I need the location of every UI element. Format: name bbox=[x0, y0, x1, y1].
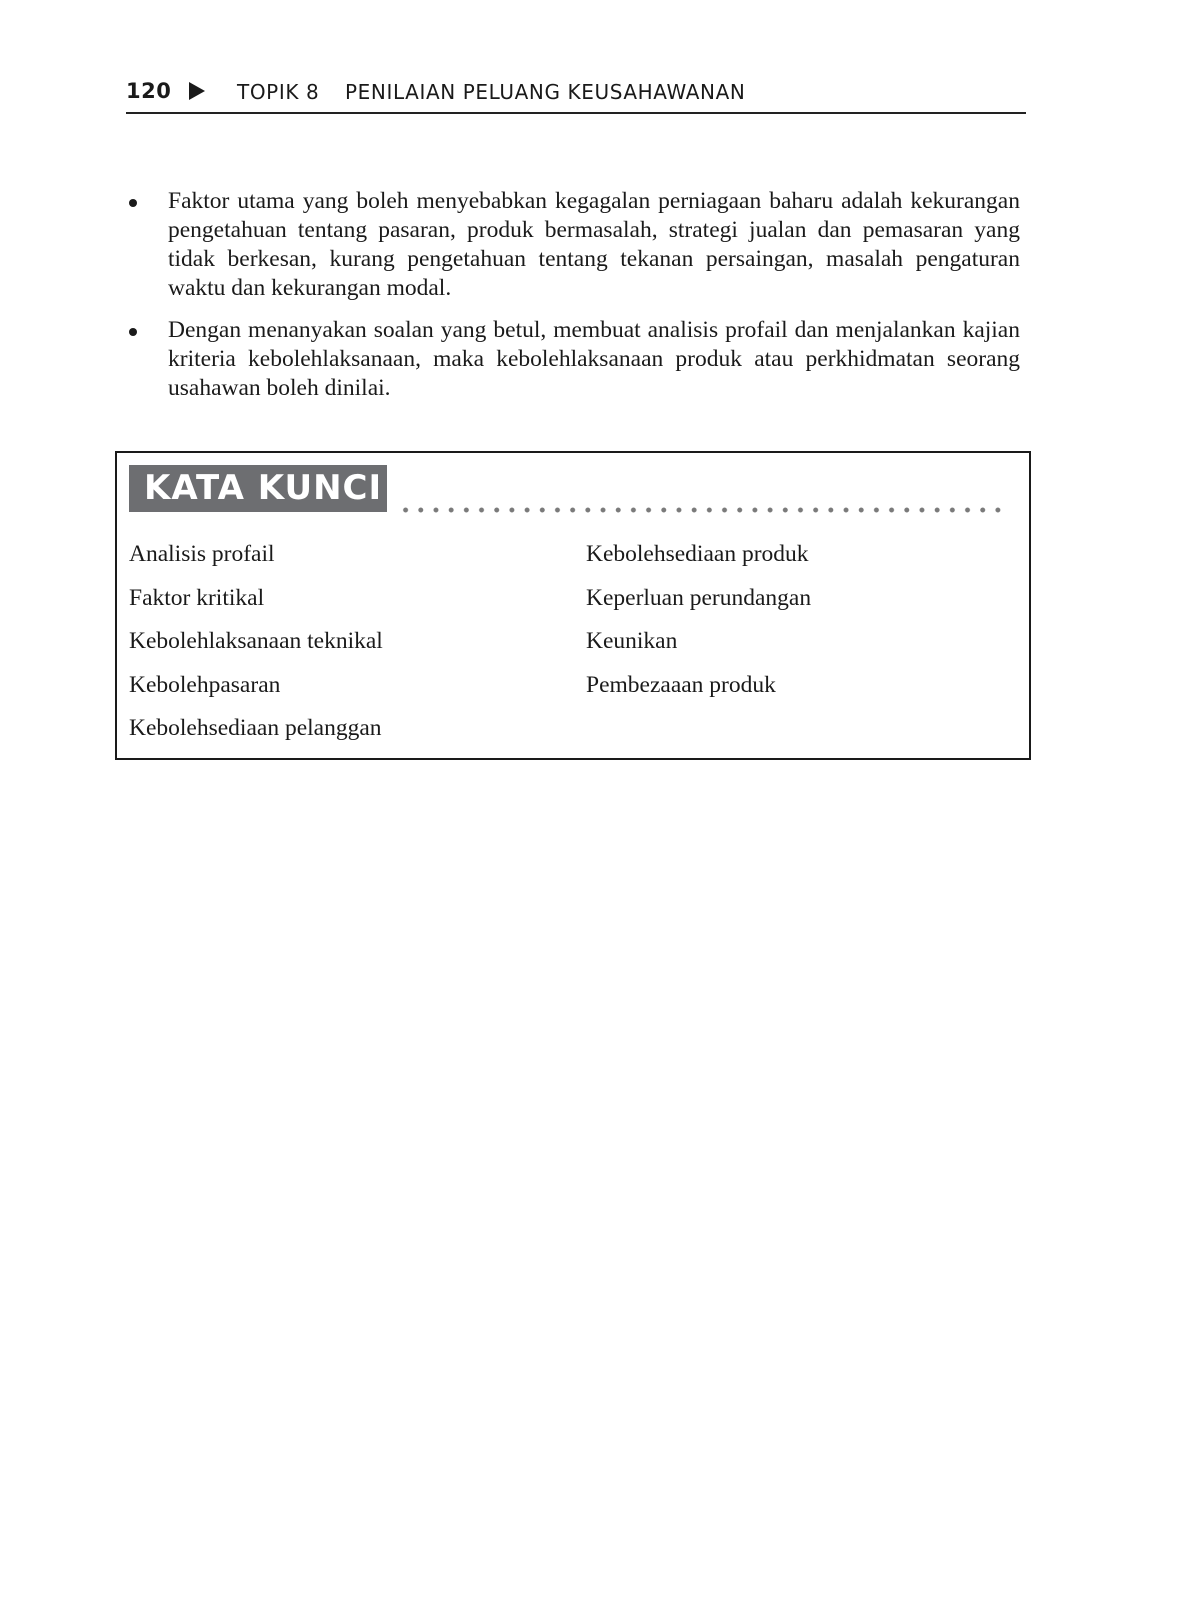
keyword-item: Pembezaaan produk bbox=[586, 671, 776, 698]
keyword-item: Analisis profail bbox=[129, 541, 275, 567]
topic-title: PENILAIAN PELUANG KEUSAHAWANAN bbox=[345, 80, 746, 104]
summary-list bbox=[126, 187, 1020, 416]
keyword-item: Kebolehsediaan produk bbox=[586, 541, 809, 567]
keyword-item: Kebolehlaksanaan teknikal bbox=[129, 628, 383, 654]
keyword-item: Kebolehpasaran bbox=[129, 671, 281, 698]
keyword-list-left bbox=[129, 540, 383, 758]
keyword-list-right bbox=[586, 540, 811, 714]
keyword-item: Kebolehsediaan pelanggan bbox=[129, 715, 382, 741]
summary-text: Faktor utama yang boleh menyebabkan kegagalan perniagaan baharu adalah kekurangan pengetahuan tentang pasaran, produk bermasalah, strategi jualan dan pemasaran yang tidak berkesan, kurang pengetahuan tentang tekanan persaingan, masalah pengaturan waktu dan kekurangan modal. bbox=[168, 188, 1020, 301]
keyword-heading: KATA KUNCI bbox=[129, 465, 387, 512]
keyword-item: Faktor kritikal bbox=[129, 584, 265, 611]
triangle-arrow-icon bbox=[189, 82, 205, 100]
keyword-item: Keunikan bbox=[586, 628, 678, 654]
dotted-divider bbox=[398, 506, 1002, 514]
topic-label: TOPIK 8 bbox=[237, 80, 320, 104]
keyword-item: Keperluan perundangan bbox=[586, 584, 812, 611]
bullet-icon bbox=[129, 199, 137, 207]
bullet-icon bbox=[129, 328, 137, 336]
page-header bbox=[126, 76, 1026, 114]
summary-text: Dengan menanyakan soalan yang betul, membuat analisis profail dan menjalankan kajian kriteria kebolehlaksanaan, maka kebolehlaksanaan produk atau perkhidmatan seorang usahawan boleh dinilai. bbox=[168, 317, 1020, 401]
summary-item bbox=[126, 187, 1020, 303]
keyword-box bbox=[115, 451, 1031, 760]
page-number: 120 bbox=[126, 79, 172, 103]
summary-item bbox=[126, 316, 1020, 403]
